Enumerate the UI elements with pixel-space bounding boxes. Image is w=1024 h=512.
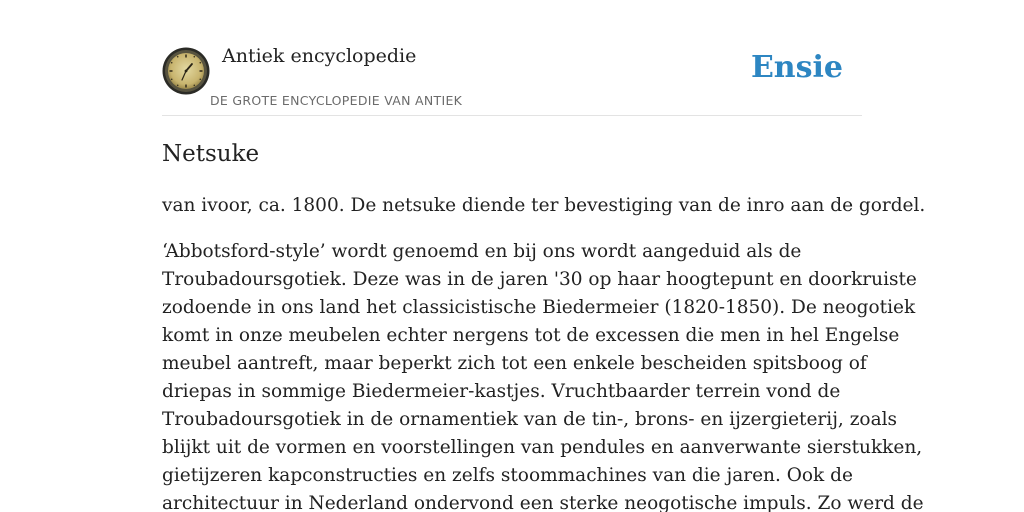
ensie-brand-link[interactable]: Ensie xyxy=(750,50,843,85)
paragraph-line: zodoende in ons land het classicistische Biedermeier (1820-1850). De neogotiek xyxy=(162,297,916,318)
article-title: Netsuke xyxy=(162,141,260,167)
paragraph-line: ‘Abbotsford-style’ wordt genoemd en bij ons wordt aangeduid als de xyxy=(162,241,802,262)
paragraph-line: architectuur in Nederland ondervond een sterke neogotische impuls. Zo werd de xyxy=(162,493,924,512)
paragraph-line: Troubadoursgotiek in de ornamentiek van de tin-, brons- en ijzergieterij, zoals xyxy=(162,409,898,430)
site-header xyxy=(162,0,862,116)
paragraph-line: gietijzeren kapconstructies en zelfs stoommachines van die jaren. Ook de xyxy=(162,465,853,486)
clock-logo-icon[interactable] xyxy=(162,47,210,95)
paragraph-line: blijkt uit de vormen en voorstellingen van pendules en aanverwante sierstukken, xyxy=(162,437,923,458)
paragraph-line: Troubadoursgotiek. Deze was in de jaren '30 op haar hoogtepunt en doorkruiste xyxy=(162,269,917,290)
site-title-link[interactable]: Antiek encyclopedie xyxy=(222,45,417,67)
article-paragraph-1: van ivoor, ca. 1800. De netsuke diende ter bevestiging van de inro aan de gordel. xyxy=(162,195,926,216)
paragraph-line: driepas in sommige Biedermeier-kastjes. Vruchtbaarder terrein vond de xyxy=(162,381,841,402)
paragraph-line: meubel aantreft, maar beperkt zich tot een enkele bescheiden spitsboog of xyxy=(162,353,867,374)
article-paragraph-2 xyxy=(162,238,924,512)
paragraph-line: komt in onze meubelen echter nergens tot de excessen die men in hel Engelse xyxy=(162,325,900,346)
article xyxy=(162,138,926,512)
site-subtitle: DE GROTE ENCYCLOPEDIE VAN ANTIEK xyxy=(210,93,463,108)
